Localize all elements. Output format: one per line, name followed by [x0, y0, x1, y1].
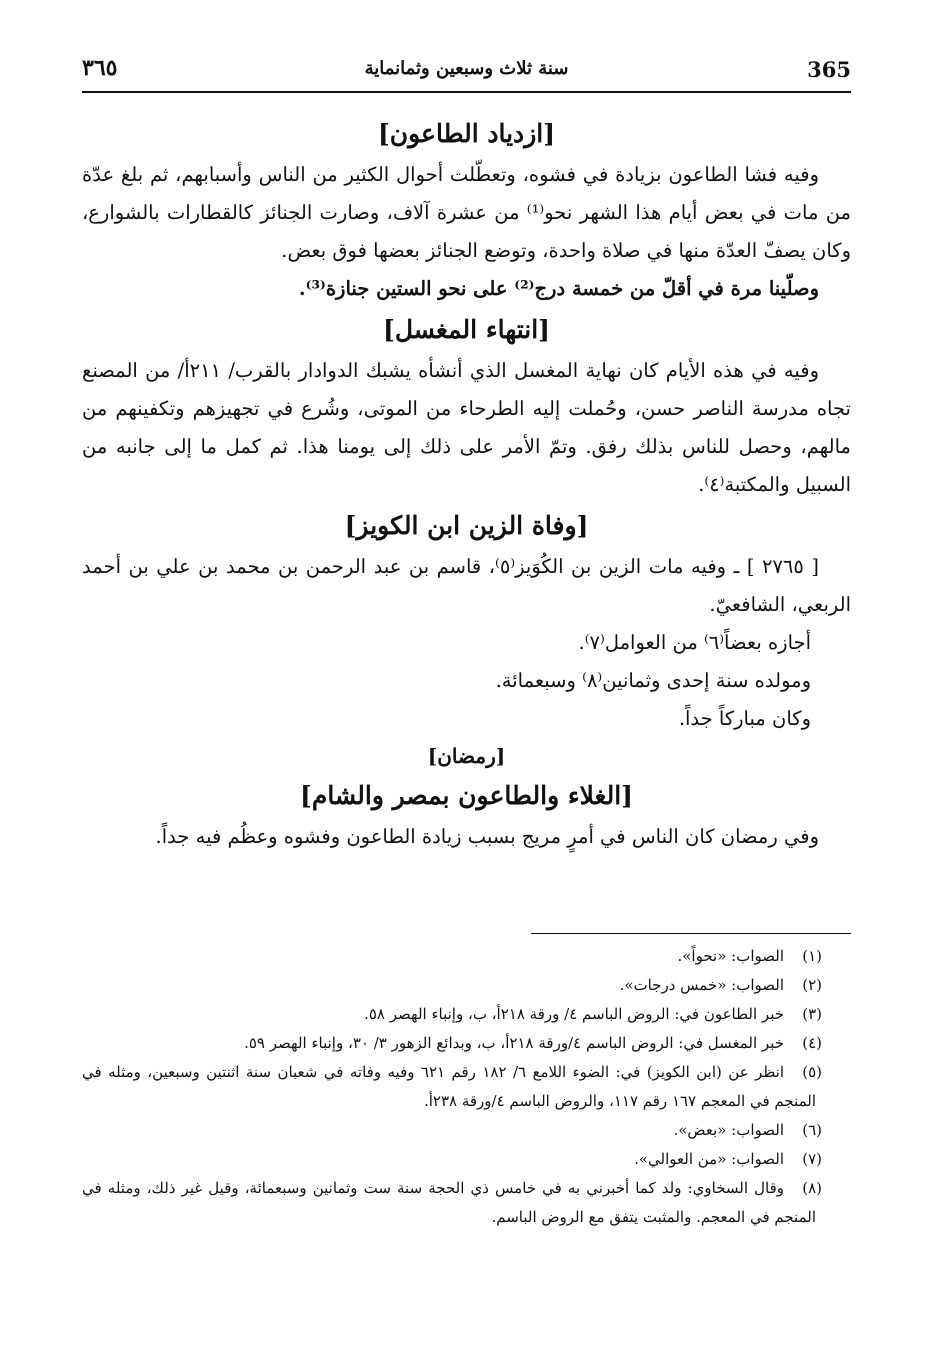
footnote-text: الصواب: «نحواً».: [677, 947, 784, 965]
paragraph: وفيه فشا الطاعون بزيادة في فشوه، وتعطّلت أحوال الكثير من الناس وأسبابهم، ثم بلغ عدّة من مات في بعض أيام هذا الشهر نحو⁽¹⁾ من عشرة آلاف، وصارت الجنائز كالقطارات بالشوارع، وكان يصفّ العدّة منها في صلاة واحدة، وتوضع الجنائز بعضها فوق بعض.: [82, 163, 851, 262]
section-heading: [وفاة الزين ابن الكويز]: [344, 511, 589, 540]
running-title: سنة ثلاث وسبعين وثمانماية: [364, 58, 569, 79]
footnote-text: الصواب: «بعض».: [673, 1121, 784, 1139]
paragraph: وفيه في هذه الأيام كان نهاية المغسل الذي أنشأه يشبك الدوادار بالقرب/ ٢١١أ/ من المصنع تجاه مدرسة الناصر حسن، وحُملت إليه الطرحاء من الموتى، وشُرع في تجهيزهم وتكفينهم من مالهم، وحصل للناس بذلك رفق. وتمّ الأمر على ذلك إلى يومنا هذا. ثم كمل ما إلى جانبه من السبيل والمكتبة⁽٤⁾.: [82, 359, 851, 496]
footnote: [82, 1145, 854, 1174]
section-heading: [ازدياد الطاعون]: [377, 119, 556, 148]
main-text: [82, 112, 851, 856]
footnotes: [82, 942, 854, 1232]
paragraph: وفي رمضان كان الناس في أمرٍ مريج بسبب زيادة الطاعون وفشوه وعظُم فيه جداً.: [155, 825, 819, 848]
footnote-text: انظر عن (ابن الكويز) في: الضوء اللامع ٦/ ١٨٢ رقم ٦٢١ وفيه وفاته في شعبان سنة اثنتين وسبعين، ومثله في المنجم في المعجم ١٦٧ رقم ١١٧، والروض الباسم ٤/ورقة ٢٣٨أ.: [82, 1063, 816, 1110]
footnote: [82, 1000, 854, 1029]
footnote: [82, 971, 854, 1000]
paragraph: ومولده سنة إحدى وثمانين⁽٨⁾ وسبعمائة.: [495, 669, 811, 692]
paragraph: وصلّينا مرة في أقلّ من خمسة درج⁽²⁾ على نحو الستين جنازة⁽³⁾.: [298, 277, 819, 300]
footnote-number: (٣): [802, 1005, 822, 1023]
footnote-text: الصواب: «من العوالي».: [634, 1150, 784, 1168]
running-header: [82, 55, 851, 93]
section-heading: [انتهاء المغسل]: [382, 315, 551, 344]
footnote-number: (٥): [802, 1063, 822, 1081]
footnote: [82, 1058, 854, 1116]
paragraph: أجازه بعضاً⁽٦⁾ من العوامل⁽٧⁾.: [578, 631, 811, 654]
footnote-text: خبر المغسل في: الروض الباسم ٤/ورقة ٢١٨أ، ب، وبدائع الزهور ٣/ ٣٠، وإنباء الهصر ٥٩.: [244, 1034, 784, 1052]
footnote-number: (٦): [802, 1121, 822, 1139]
footnote: [82, 1116, 854, 1145]
footnote-text: الصواب: «خمس درجات».: [619, 976, 784, 994]
paragraph: وكان مباركاً جداً.: [678, 707, 811, 730]
footnote-text: وقال السخاوي: ولد كما أخبرني به في خامس ذي الحجة سنة ست وثمانين وسبعمائة، وقيل غير ذلك، ومثله في المنجم في المعجم. والمثبت يتفق مع الروض الباسم.: [82, 1179, 816, 1226]
footnote-number: (١): [802, 947, 822, 965]
month-heading: [رمضان]: [427, 744, 506, 768]
footnote-separator: [531, 933, 851, 934]
footnote: [82, 1029, 854, 1058]
footnote: [82, 1174, 854, 1232]
biography-entry: [ ٢٧٦٥ ] ـ وفيه مات الزين بن الكُوَيز⁽٥⁾، قاسم بن عبد الرحمن بن محمد بن علي بن أحمد الربعي، الشافعيّ.: [82, 555, 851, 616]
footnote-number: (٧): [802, 1150, 822, 1168]
page-number-latin: 365: [807, 57, 851, 82]
footnote-number: (٤): [802, 1034, 822, 1052]
footnote-number: (٢): [802, 976, 822, 994]
section-heading: [الغلاء والطاعون بمصر والشام]: [300, 781, 633, 810]
footnote: [82, 942, 854, 971]
footnote-number: (٨): [802, 1179, 822, 1197]
footnote-text: خبر الطاعون في: الروض الباسم ٤/ ورقة ٢١٨أ، ب، وإنباء الهصر ٥٨.: [364, 1005, 784, 1023]
page-number-arabic: ٣٦٥: [82, 55, 118, 81]
